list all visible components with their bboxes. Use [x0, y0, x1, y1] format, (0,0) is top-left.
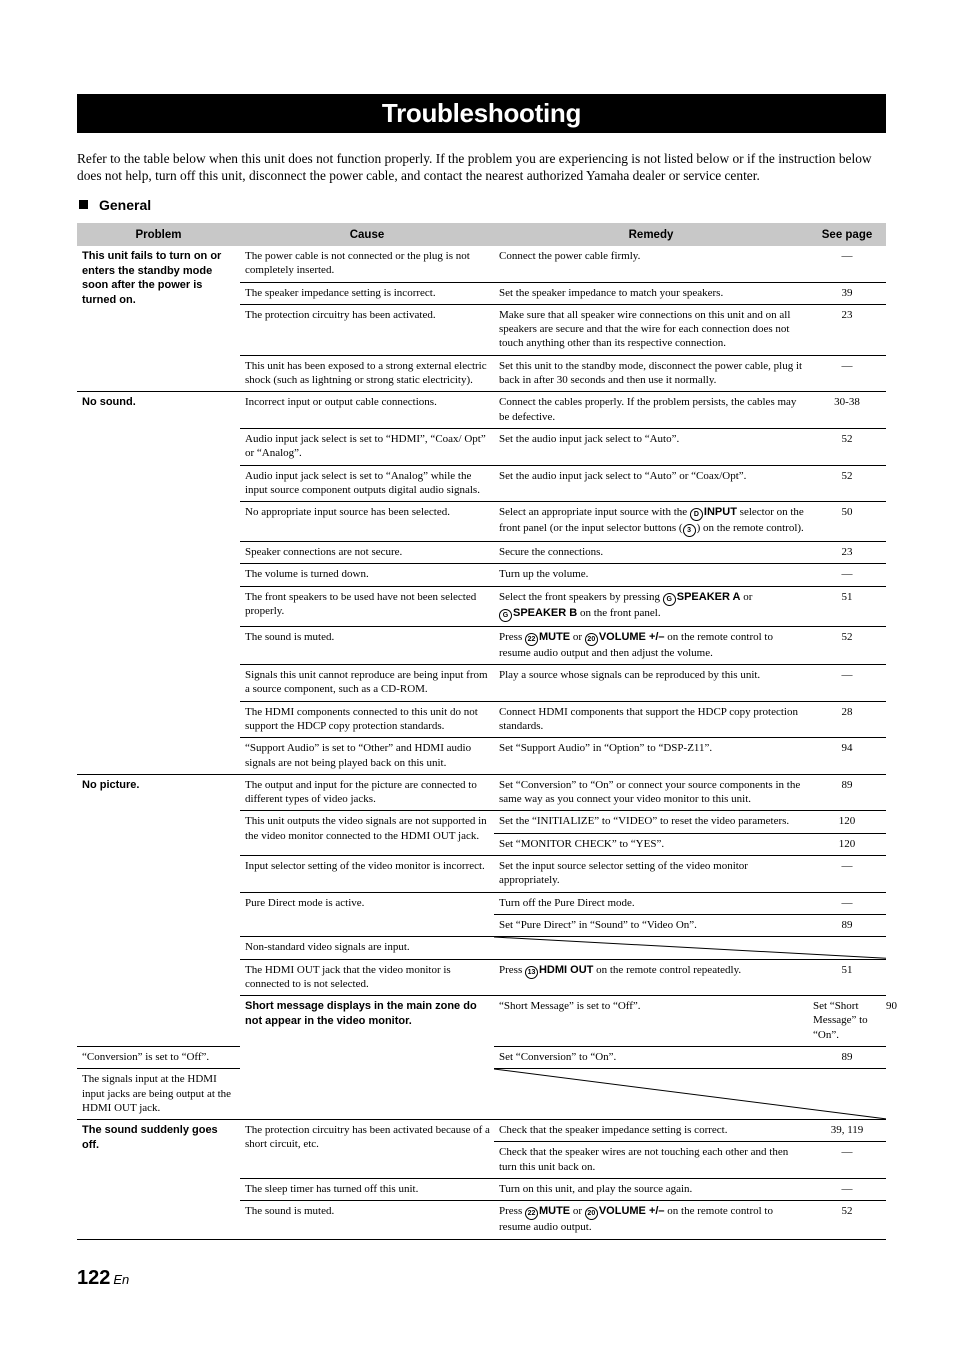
- remedy-cell: [494, 959, 808, 996]
- diagonal-line-icon: [494, 1069, 886, 1119]
- cause-cell: Audio input jack select is set to “HDMI”, “Coax/ Opt” or “Analog”.: [240, 428, 494, 465]
- remedy-cell: Check that the speaker wires are not touching each other and then turn this unit back on.: [494, 1142, 808, 1179]
- table-row: [77, 774, 886, 811]
- page-cell: —: [808, 564, 886, 586]
- cause-cell: The output and input for the picture are connected to different types of video jacks.: [240, 774, 494, 811]
- cause-cell: The protection circuitry has been activated.: [240, 304, 494, 355]
- cause-cell: The signals input at the HDMI input jacks are being output at the HDMI OUT jack.: [77, 1069, 240, 1120]
- remedy-cell: [494, 502, 808, 542]
- remedy-text: Press: [499, 630, 523, 643]
- problem-cell: No picture.: [77, 774, 240, 1046]
- page-cell: —: [808, 1179, 886, 1201]
- remedy-cell: Set this unit to the standby mode, disconnect the power cable, plug it back in after 30 seconds and then use it normally.: [494, 355, 808, 392]
- page-cell: 39, 119: [808, 1120, 886, 1142]
- cause-cell: Pure Direct mode is active.: [240, 892, 494, 937]
- not-applicable-cell: [494, 937, 886, 959]
- remedy-cell: Set the “INITIALIZE” to “VIDEO” to reset the video parameters.: [494, 811, 808, 833]
- section-heading: [79, 196, 151, 214]
- input-selector-key-icon: D: [690, 508, 703, 521]
- cause-cell: The sleep timer has turned off this unit.: [240, 1179, 494, 1201]
- table-header-row: [77, 223, 886, 246]
- remedy-text: on the remote control to resume audio output.: [499, 1205, 773, 1234]
- remedy-text: Press: [499, 963, 523, 976]
- remedy-cell: Set “Conversion” to “On” or connect your source components in the same way as you connect your video monitor to this unit.: [494, 774, 808, 811]
- cause-cell: The protection circuitry has been activated because of a short circuit, etc.: [240, 1120, 494, 1179]
- page-cell: 120: [808, 811, 886, 833]
- page-cell: 89: [808, 914, 886, 936]
- header-cause: Cause: [240, 223, 494, 246]
- page-cell: —: [808, 892, 886, 914]
- page-cell: —: [808, 856, 886, 893]
- cause-cell: This unit has been exposed to a strong external electric shock (such as lightning or strong static electricity).: [240, 355, 494, 392]
- cause-cell: Incorrect input or output cable connections.: [240, 392, 494, 429]
- problem-cell: The sound suddenly goes off.: [77, 1120, 240, 1239]
- page-cell: 39: [808, 282, 886, 304]
- remedy-cell: Turn up the volume.: [494, 564, 808, 586]
- remedy-text: Select the front speakers by pressing: [499, 590, 660, 603]
- hdmi-out-key-icon: 13: [525, 966, 538, 979]
- page-cell: 52: [808, 626, 886, 664]
- diagonal-line-icon: [494, 937, 886, 958]
- cause-cell: The sound is muted.: [240, 1201, 494, 1239]
- page-cell: —: [808, 1142, 886, 1179]
- speaker-a-button-label: SPEAKER A: [676, 590, 741, 603]
- speaker-a-key-icon: G: [663, 593, 676, 606]
- cause-cell: The volume is turned down.: [240, 564, 494, 586]
- cause-cell: Non-standard video signals are input.: [240, 937, 494, 959]
- volume-button-label: VOLUME +/–: [598, 630, 665, 643]
- remedy-cell: Set the audio input jack select to “Auto” or “Coax/Opt”.: [494, 465, 808, 502]
- page-language: En: [113, 1272, 130, 1287]
- table-row: [77, 246, 886, 282]
- hdmi-out-button-label: HDMI OUT: [538, 963, 594, 976]
- header-problem: Problem: [77, 223, 240, 246]
- remedy-cell: Connect the power cable firmly.: [494, 246, 808, 282]
- section-heading-label: General: [99, 197, 152, 213]
- page-title: Troubleshooting: [77, 94, 886, 133]
- cause-cell: The power cable is not connected or the plug is not completely inserted.: [240, 246, 494, 282]
- remedy-cell: Secure the connections.: [494, 542, 808, 564]
- cause-cell: The front speakers to be used have not been selected properly.: [240, 586, 494, 626]
- cause-cell: The speaker impedance setting is incorrect.: [240, 282, 494, 304]
- page-cell: 89: [808, 1046, 886, 1068]
- problem-cell: No sound.: [77, 392, 240, 774]
- square-bullet-icon: [79, 200, 88, 209]
- volume-key-icon: 20: [585, 1207, 598, 1220]
- remedy-cell: Turn off the Pure Direct mode.: [494, 892, 808, 914]
- page-cell: 23: [808, 304, 886, 355]
- troubleshooting-table: [77, 223, 897, 1240]
- page-cell: 30-38: [808, 392, 886, 429]
- page-number-value: 122: [77, 1267, 111, 1289]
- remedy-cell: Set “Conversion” to “On”.: [494, 1046, 808, 1068]
- page-cell: 89: [808, 774, 886, 811]
- page-cell: 120: [808, 833, 886, 855]
- problem-cell: This unit fails to turn on or enters the standby mode soon after the power is turned on.: [77, 246, 240, 392]
- problem-cell: Short message displays in the main zone do not appear in the video monitor.: [240, 996, 494, 1120]
- header-remedy: Remedy: [494, 223, 808, 246]
- remedy-cell: Check that the speaker impedance setting is correct.: [494, 1120, 808, 1142]
- remedy-cell: [494, 586, 808, 626]
- cause-cell: The HDMI OUT jack that the video monitor is connected to is not selected.: [240, 959, 494, 996]
- remedy-cell: [494, 1201, 808, 1239]
- page-cell: —: [808, 665, 886, 702]
- page-cell: 28: [808, 701, 886, 738]
- remedy-text: Press: [499, 1205, 523, 1218]
- input-button-label: INPUT: [703, 506, 737, 519]
- table-row: [77, 392, 886, 429]
- page-cell: 52: [808, 1201, 886, 1239]
- page-cell: 94: [808, 738, 886, 775]
- remedy-cell: Set the speaker impedance to match your speakers.: [494, 282, 808, 304]
- remedy-cell: Set “Short Message” to “On”.: [808, 996, 886, 1047]
- cause-cell: “Short Message” is set to “Off”.: [494, 996, 808, 1047]
- remedy-text: or: [572, 1205, 583, 1218]
- volume-key-icon: 20: [585, 633, 598, 646]
- page-cell: 52: [808, 428, 886, 465]
- mute-button-label: MUTE: [538, 630, 571, 643]
- mute-key-icon: 22: [525, 1207, 538, 1220]
- remedy-text: Select an appropriate input source with the: [499, 506, 688, 519]
- table-row: Short message displays in the main zone do not appear in the video monitor. “Short Message” is set to “Off”. Set “Short Message” to “On”. 90: [77, 996, 886, 1047]
- remedy-cell: Connect HDMI components that support the HDCP copy protection standards.: [494, 701, 808, 738]
- remedy-cell: Set the audio input jack select to “Auto”.: [494, 428, 808, 465]
- remedy-text: or: [743, 590, 753, 603]
- page-cell: 51: [808, 586, 886, 626]
- speaker-b-key-icon: G: [499, 609, 512, 622]
- cause-cell: Audio input jack select is set to “Analog” while the input source component outputs digital audio signals.: [240, 465, 494, 502]
- cause-cell: “Support Audio” is set to “Other” and HDMI audio signals are not being played back on this unit.: [240, 738, 494, 775]
- remedy-cell: Turn on this unit, and play the source again.: [494, 1179, 808, 1201]
- remedy-cell: Set the input source selector setting of the video monitor appropriately.: [494, 856, 808, 893]
- speaker-b-button-label: SPEAKER B: [513, 606, 578, 619]
- page-cell: 23: [808, 542, 886, 564]
- remedy-cell: Make sure that all speaker wire connections on this unit and on all speakers are secure and that the wire for each connection does not touch anything other than its respective connection.: [494, 304, 808, 355]
- intro-paragraph: Refer to the table below when this unit does not function properly. If the problem you are experiencing is not listed below or if the instruction below does not help, turn off this unit, disconnect the power cable, and contact the nearest authorized Yamaha dealer or service center.: [77, 151, 872, 183]
- remedy-text: ) on the remote control).: [696, 522, 804, 535]
- remedy-cell: Set “MONITOR CHECK” to “YES”.: [494, 833, 808, 855]
- page-cell: —: [808, 355, 886, 392]
- remedy-text: on the remote control repeatedly.: [596, 963, 742, 976]
- cause-cell: The HDMI components connected to this unit do not support the HDCP copy protection standards.: [240, 701, 494, 738]
- remedy-cell: Play a source whose signals can be reproduced by this unit.: [494, 665, 808, 702]
- remedy-text: or: [572, 630, 583, 643]
- page-cell: —: [808, 246, 886, 282]
- cause-cell: Signals this unit cannot reproduce are being input from a source component, such as a CD-ROM.: [240, 665, 494, 702]
- cause-cell: Input selector setting of the video monitor is incorrect.: [240, 856, 494, 893]
- input-selector-buttons-key-icon: 3: [683, 524, 696, 537]
- remedy-cell: [494, 626, 808, 664]
- cause-cell: “Conversion” is set to “Off”.: [77, 1046, 240, 1068]
- remedy-cell: Set “Support Audio” in “Option” to “DSP-Z11”.: [494, 738, 808, 775]
- remedy-cell: Set “Pure Direct” in “Sound” to “Video On”.: [494, 914, 808, 936]
- remedy-text: on the front panel.: [579, 606, 661, 619]
- page-number: [77, 1267, 129, 1290]
- mute-button-label: MUTE: [538, 1205, 571, 1218]
- page-cell: 50: [808, 502, 886, 542]
- volume-button-label: VOLUME +/–: [598, 1205, 665, 1218]
- header-see-page: See page: [808, 223, 886, 246]
- cause-cell: The sound is muted.: [240, 626, 494, 664]
- remedy-text: on the remote control to resume audio output and then adjust the volume.: [499, 630, 773, 659]
- remedy-text: selector on the front panel (or the input selector buttons (: [499, 506, 804, 535]
- page-cell: 51: [808, 959, 886, 996]
- table-row: [77, 1120, 886, 1142]
- page-cell: 52: [808, 465, 886, 502]
- not-applicable-cell: [494, 1069, 886, 1120]
- remedy-cell: Connect the cables properly. If the problem persists, the cables may be defective.: [494, 392, 808, 429]
- cause-cell: This unit outputs the video signals are not supported in the video monitor connected to the HDMI OUT jack.: [240, 811, 494, 856]
- cause-cell: No appropriate input source has been selected.: [240, 502, 494, 542]
- mute-key-icon: 22: [525, 633, 538, 646]
- cause-cell: Speaker connections are not secure.: [240, 542, 494, 564]
